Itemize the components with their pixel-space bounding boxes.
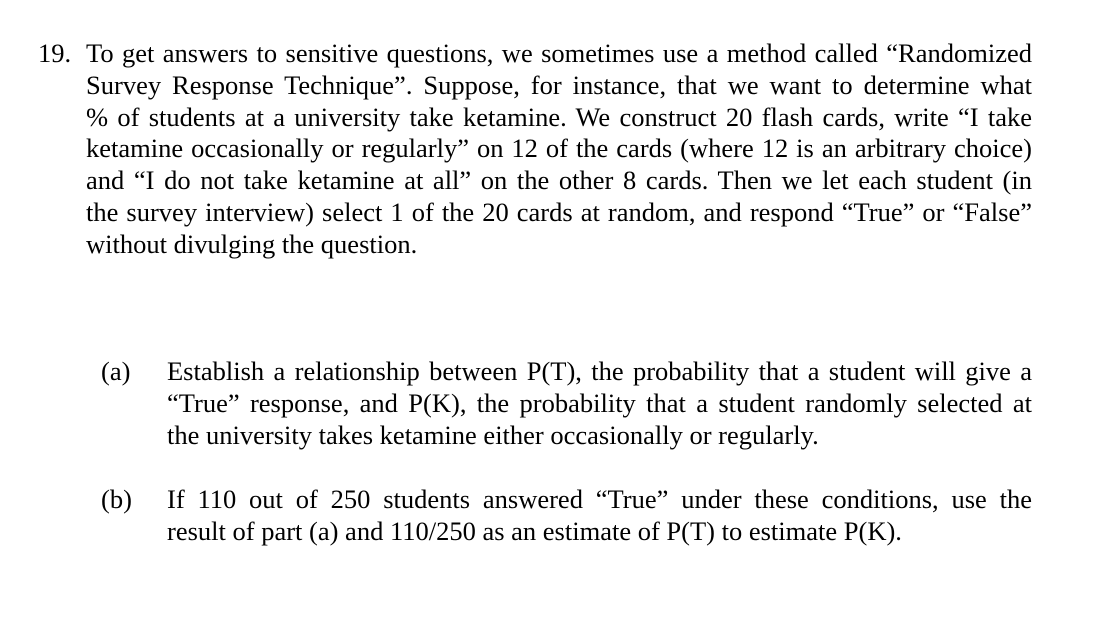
question-line-3: % of students at a university take ketamine. We construct 20 flash cards, write “I take: [86, 101, 1032, 132]
part-a-line-3: the university takes ketamine either occasionally or regularly.: [167, 419, 819, 450]
question-number: 19.: [38, 38, 72, 68]
question-line-4: ketamine occasionally or regularly” on 12 of the cards (where 12 is an arbitrary choice): [86, 133, 1032, 164]
question-line-7: without divulging the question.: [86, 228, 418, 259]
part-b-line-1: If 110 out of 250 students answered “True” under these conditions, use the: [167, 484, 1032, 514]
part-a-label: (a): [101, 356, 131, 386]
part-b-line-2: result of part (a) and 110/250 as an estimate of P(T) to estimate P(K).: [167, 515, 902, 546]
part-a-line-1: Establish a relationship between P(T), the probability that a student will give a: [167, 356, 1032, 386]
question-line-1: To get answers to sensitive questions, we sometimes use a method called “Randomized: [86, 38, 1032, 68]
part-a-text: [167, 356, 1032, 451]
part-b-label: (b): [101, 484, 132, 514]
question-text: [86, 38, 1032, 261]
question-line-2: Survey Response Technique”. Suppose, for instance, that we want to determine what: [86, 69, 1032, 100]
question-line-6: the survey interview) select 1 of the 20 cards at random, and respond “True” or “False”: [86, 196, 1032, 227]
part-b-text: [167, 484, 1032, 548]
part-a-line-2: “True” response, and P(K), the probability that a student randomly selected at: [167, 387, 1032, 418]
question-line-5: and “I do not take ketamine at all” on the other 8 cards. Then we let each student (in: [86, 165, 1032, 196]
